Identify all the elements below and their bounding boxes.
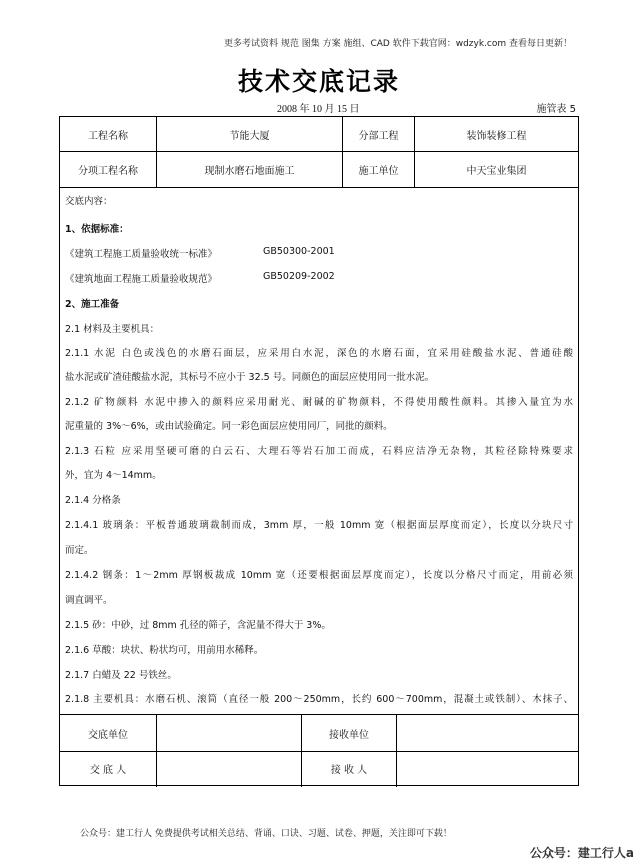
division-label: 分部工程 bbox=[358, 130, 399, 142]
paragraph-line: 盐水泥或矿渣硅酸盐水泥，其标号不应小于 32.5 号。同颜色的面层应使用同一批水泥。 bbox=[65, 372, 435, 383]
paragraph-line: 2.1.7 白蜡及 22 号铁丝。 bbox=[65, 670, 177, 681]
section-heading-preparation: 2、施工准备 bbox=[65, 299, 120, 310]
handover-unit-label: 交底单位 bbox=[88, 729, 128, 741]
subsection-heading: 2.1.4 分格条 bbox=[65, 495, 121, 506]
standard-code: GB50209-2002 bbox=[263, 271, 335, 282]
receive-unit-field[interactable] bbox=[397, 715, 578, 751]
standard-name: 《建筑地面工程施工质量验收规范》 bbox=[65, 274, 218, 285]
watermark: 公众号：建工行人a bbox=[529, 846, 634, 860]
section-heading-standards: 1、依据标准： bbox=[65, 224, 129, 235]
form-number: 施管表 5 bbox=[536, 104, 576, 115]
handover-person-label: 交 底 人 bbox=[89, 765, 127, 776]
receive-unit-label: 接收单位 bbox=[329, 729, 369, 741]
division-value: 装饰装修工程 bbox=[466, 130, 527, 142]
handover-person-field[interactable] bbox=[157, 752, 301, 785]
contractor-label: 施工单位 bbox=[358, 166, 399, 177]
document-date: 2008 年 10 月 15 日 bbox=[277, 104, 360, 115]
paragraph-line: 而定。 bbox=[65, 545, 94, 556]
paragraph-line: 2.1.4.1 玻璃条：平板普通玻璃裁制而成，3mm 厚，一般 10mm 宽（根据面层厚度而定），长度以分块尺寸 bbox=[65, 520, 573, 531]
project-name-value: 节能大厦 bbox=[229, 130, 270, 142]
paragraph-line: 2.1.6 草酸：块状、粉状均可，用前用水稀释。 bbox=[65, 645, 264, 656]
paragraph-line: 2.1.2 矿物颜料 水泥中掺入的颜料应采用耐光、耐碱的矿物颜料，不得使用酸性颜料。其掺入量宜为水 bbox=[65, 397, 573, 408]
paragraph-line: 2.1.1 水泥 白色或浅色的水磨石面层，应采用白水泥，深色的水磨石面，宜采用硅酸盐水泥、普通硅酸 bbox=[65, 348, 573, 359]
contractor-value: 中天宝业集团 bbox=[466, 166, 527, 177]
document-title: 技术交底记录 bbox=[237, 67, 400, 96]
paragraph-line: 2.1.4.2 钢条：1～2mm 厚钢板裁成 10mm 宽（还要根据面层厚度而定），长度以分格尺寸而定，用前必须 bbox=[65, 570, 573, 581]
row-divider bbox=[60, 187, 578, 188]
receive-person-label: 接 收 人 bbox=[330, 765, 368, 776]
paragraph-line: 2.1.5 砂：中砂，过 8mm 孔径的筛子，含泥量不得大于 3%。 bbox=[65, 620, 331, 631]
project-name-label: 工程名称 bbox=[88, 130, 128, 142]
subitem-value: 现制水磨石地面施工 bbox=[204, 166, 295, 177]
handover-unit-field[interactable] bbox=[157, 715, 301, 751]
subsection-heading: 2.1 材料及主要机具： bbox=[65, 324, 160, 335]
paragraph-line: 2.1.8 主要机具：水磨石机、滚筒（直径一般 200～250mm，长约 600～700mm，混凝土或铁制）、木抹子、 bbox=[65, 694, 573, 705]
subitem-label: 分项工程名称 bbox=[78, 166, 138, 177]
paragraph-line: 2.1.3 石粒 应采用坚硬可磨的白云石、大理石等岩石加工而成，石料应洁净无杂物，其粒径除特殊要求 bbox=[65, 446, 573, 457]
disclosure-content bbox=[65, 193, 573, 713]
standard-code: GB50300-2001 bbox=[263, 246, 335, 257]
top-banner: 更多考试资料 规范 图集 方案 施组、CAD 软件下载官网：wdzyk.com 查看每日更新！ bbox=[224, 39, 572, 49]
receive-person-field[interactable] bbox=[397, 752, 578, 785]
paragraph-line: 外，宜为 4～14mm。 bbox=[65, 470, 162, 481]
footer-note: 公众号：建工行人 免费提供考试相关总结、背诵、口诀、习题、试卷、押题，关注即可下载！ bbox=[80, 829, 452, 839]
standard-name: 《建筑工程施工质量验收统一标准》 bbox=[65, 249, 218, 260]
paragraph-line: 泥重量的 3%～6%，或由试验确定。同一彩色面层应使用同厂，同批的颜料。 bbox=[65, 421, 393, 432]
record-form bbox=[59, 116, 579, 786]
content-intro: 交底内容： bbox=[65, 196, 113, 207]
paragraph-line: 调直调平。 bbox=[65, 595, 113, 606]
